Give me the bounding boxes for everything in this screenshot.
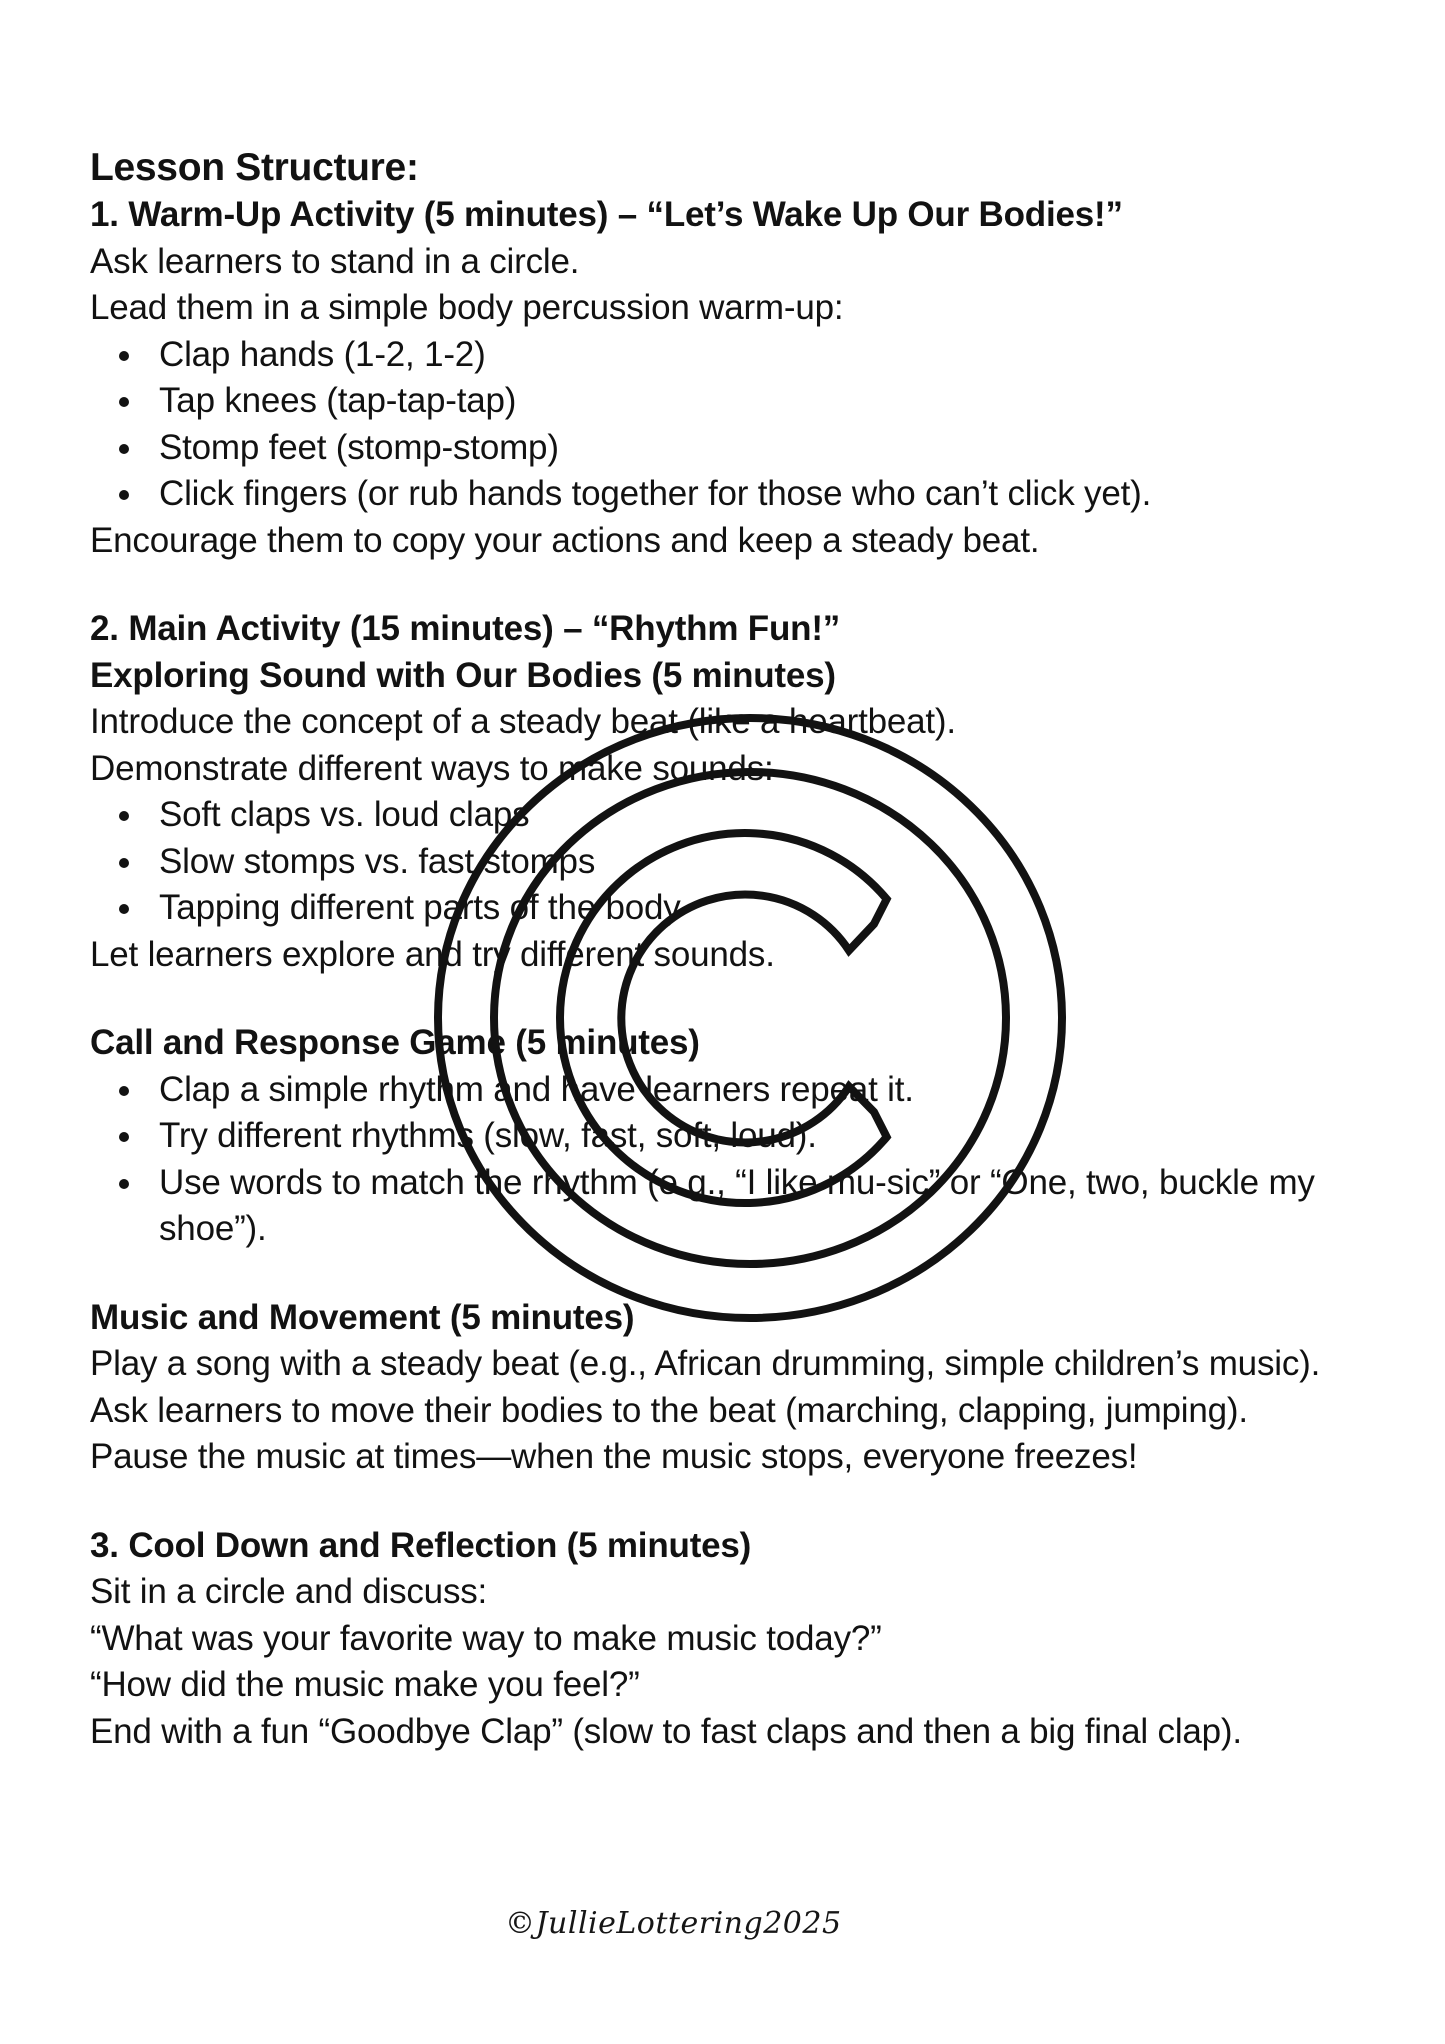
bullet-dot [119, 858, 129, 868]
doc-line: Let learners explore and try different sounds. [90, 934, 775, 974]
list-item-text: Click fingers (or rub hands together for those who can’t click yet). [159, 474, 1152, 513]
list-item-text: Try different rhythms (slow, fast, soft, loud). [159, 1116, 817, 1155]
list-item [90, 1067, 1390, 1114]
list-item-text: Tapping different parts of the body [159, 888, 681, 927]
list-item [90, 885, 1390, 932]
doc-line: Encourage them to copy your actions and keep a steady beat. [90, 520, 1040, 560]
bullet-dot [119, 444, 129, 454]
doc-line: “What was your favorite way to make music today?” [90, 1618, 882, 1658]
list-item [90, 378, 1390, 425]
list-item [90, 332, 1390, 379]
bullet-dot [119, 811, 129, 821]
section-heading-call-response: Call and Response Game (5 minutes) [90, 1023, 700, 1062]
page-title: Lesson Structure: [90, 146, 419, 189]
doc-line: “How did the music make you feel?” [90, 1665, 640, 1704]
list-item [90, 471, 1390, 518]
bullet-dot [119, 904, 129, 914]
list-item-text: Use words to match the rhythm (e.g., “I like mu-sic” or “One, two, buckle my [159, 1162, 1315, 1202]
doc-line: Demonstrate different ways to make sounds: [90, 748, 774, 788]
list-item-continuation: shoe”). [159, 1209, 267, 1248]
list-item [90, 792, 1390, 839]
bullet-dot [119, 351, 129, 361]
doc-line: End with a fun “Goodbye Clap” (slow to fast claps and then a big final clap). [90, 1711, 1242, 1751]
bullet-dot [119, 1086, 129, 1096]
doc-line: Introduce the concept of a steady beat (like a heartbeat). [90, 702, 956, 741]
bullet-dot [119, 1132, 129, 1142]
doc-line: Play a song with a steady beat (e.g., African drumming, simple children’s music). [90, 1344, 1321, 1383]
section-heading-music-movement: Music and Movement (5 minutes) [90, 1297, 635, 1337]
bullet-dot [119, 1179, 129, 1189]
list-item-text: Clap a simple rhythm and have learners repeat it. [159, 1069, 914, 1109]
section-heading-exploring-sound: Exploring Sound with Our Bodies (5 minutes) [90, 655, 836, 695]
list-item-text: Tap knees (tap-tap-tap) [159, 381, 517, 420]
bullet-dot [119, 490, 129, 500]
doc-line: Ask learners to stand in a circle. [90, 241, 580, 281]
list-item-text: Stomp feet (stomp-stomp) [159, 427, 559, 467]
section-heading-warm-up: 1. Warm-Up Activity (5 minutes) – “Let’s Wake Up Our Bodies!” [90, 195, 1123, 234]
list-item [90, 1160, 1390, 1207]
doc-line: Lead them in a simple body percussion warm-up: [90, 288, 844, 327]
lesson-structure-document [90, 143, 1390, 1755]
list-item-text: Clap hands (1-2, 1-2) [159, 334, 486, 374]
doc-line: Sit in a circle and discuss: [90, 1572, 488, 1611]
list-item [90, 1113, 1390, 1160]
bullet-dot [119, 397, 129, 407]
section-heading-main-activity: 2. Main Activity (15 minutes) – “Rhythm Fun!” [90, 609, 841, 648]
list-item-text: Soft claps vs. loud claps [159, 795, 530, 834]
copyright-footer: ©JullieLottering2025 [505, 1906, 842, 1941]
list-item [90, 839, 1390, 886]
list-item-text: Slow stomps vs. fast stomps [159, 841, 596, 881]
doc-line: Pause the music at times—when the music stops, everyone freezes! [90, 1437, 1138, 1476]
list-item [90, 425, 1390, 472]
section-heading-cool-down: 3. Cool Down and Reflection (5 minutes) [90, 1525, 752, 1565]
doc-line: Ask learners to move their bodies to the beat (marching, clapping, jumping). [90, 1390, 1248, 1430]
